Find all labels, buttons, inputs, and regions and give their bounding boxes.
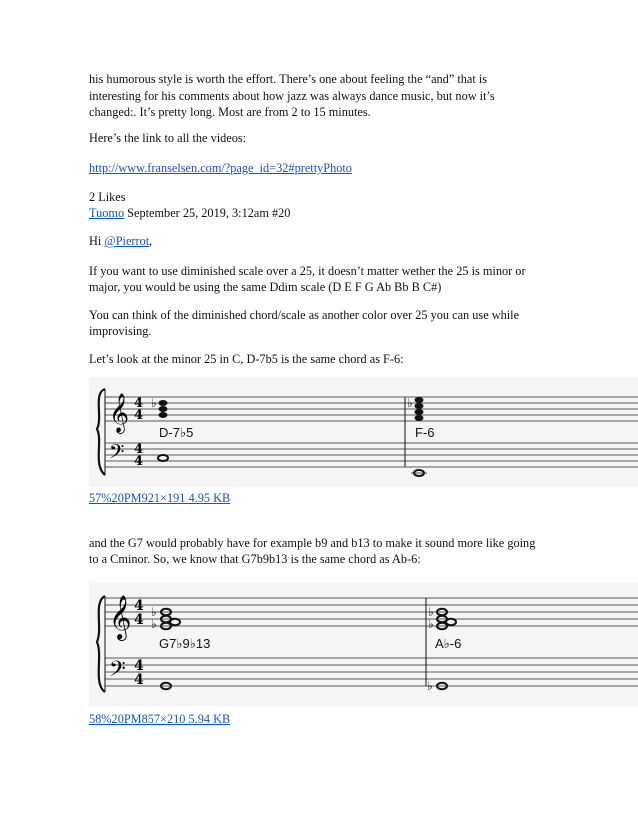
paragraph-line: Here’s the link to all the videos: [89, 131, 247, 145]
paragraph-line: to a Cminor. So, we know that G7b9b13 is the same chord as Ab-6: [89, 552, 421, 566]
bass-clef-icon: 𝄢 [109, 657, 126, 687]
score-2-caption-link[interactable]: 58%20PM857×210 5.94 KB [89, 712, 231, 726]
videos-link-container [89, 160, 352, 177]
post-header [89, 205, 290, 222]
paragraph-line: Let’s look at the minor 25 in C, D-7b5 is the same chord as F-6: [89, 352, 404, 366]
score-1-svg [89, 377, 638, 487]
post-meta: September 25, 2019, 3:12am #20 [124, 206, 291, 220]
paragraph-line: improvising. [89, 324, 152, 338]
time-sig-bottom-bass: 4 [134, 672, 144, 688]
flat-icon: ♭ [151, 605, 157, 619]
time-sig-top-bass: 4 [134, 442, 144, 457]
treble-staff [105, 397, 638, 421]
chord-label-1: G7♭9♭13 [159, 636, 211, 651]
bass-staff [105, 443, 638, 467]
time-sig-bottom: 4 [134, 408, 144, 423]
flat-icon: ♭ [428, 617, 434, 631]
treble-staff [105, 598, 638, 626]
post-author-link[interactable]: Tuomo [89, 206, 125, 220]
chord-label-1: D-7♭5 [159, 425, 194, 440]
bass-clef-icon: 𝄢 [109, 440, 125, 468]
flat-icon: ♭ [151, 617, 157, 631]
mention-link[interactable]: @Pierrot [104, 234, 150, 248]
time-sig-top-bass: 4 [134, 658, 144, 674]
chord-label-2: F-6 [415, 425, 435, 440]
bass-note-1 [158, 455, 168, 461]
treble-clef-icon: 𝄞 [109, 393, 130, 433]
paragraph-line: major, you would be using the same Ddim scale (D E F G Ab Bb B C#) [89, 280, 442, 294]
greeting-suffix: , [149, 234, 153, 248]
score-2-svg [89, 582, 638, 707]
score-1-caption-link[interactable]: 57%20PM921×191 4.95 KB [89, 491, 231, 505]
score-1-caption [89, 490, 230, 507]
paragraph-line: You can think of the diminished chord/scale as another color over 25 you can use while [89, 308, 520, 322]
system-brace [97, 389, 105, 475]
flat-icon: ♭ [428, 605, 434, 619]
videos-link[interactable]: http://www.franselsen.com/?page_id=32#prettyPhoto [89, 161, 352, 175]
likes-count: 2 Likes [89, 190, 126, 204]
chord-ab-6-notes [428, 605, 456, 631]
paragraph-line: his humorous style is worth the effort. There’s one about feeling the “and” that is [89, 72, 488, 86]
bass-staff [105, 658, 638, 686]
chord-label-2: A♭-6 [435, 636, 462, 651]
time-sig-top: 4 [134, 396, 144, 411]
score-2-caption [89, 711, 230, 728]
time-sig-bottom-bass: 4 [134, 454, 144, 469]
treble-clef-icon: 𝄞 [109, 595, 132, 639]
flat-icon: ♭ [151, 396, 157, 410]
chord-g7b9b13-notes [151, 605, 180, 631]
paragraph-line: changed:. It’s pretty long. Most are from 2 to 15 minutes. [89, 105, 371, 119]
flat-icon: ♭ [427, 679, 433, 693]
greeting-prefix: Hi [89, 234, 105, 248]
greeting [89, 233, 152, 250]
system-brace [97, 596, 105, 692]
paragraph-line: and the G7 would probably have for example b9 and b13 to make it sound more like going [89, 536, 536, 550]
time-sig-bottom: 4 [134, 612, 144, 628]
score-image-1[interactable] [89, 377, 638, 487]
time-sig-top: 4 [134, 598, 144, 614]
score-image-2[interactable] [89, 582, 638, 707]
paragraph-line: interesting for his comments about how jazz was always dance music, but now it’s [89, 89, 495, 103]
chord-f-6-notes [407, 396, 424, 421]
paragraph-line: If you want to use diminished scale over a 25, it doesn’t matter wether the 25 is minor or [89, 264, 526, 278]
flat-icon: ♭ [407, 396, 413, 410]
